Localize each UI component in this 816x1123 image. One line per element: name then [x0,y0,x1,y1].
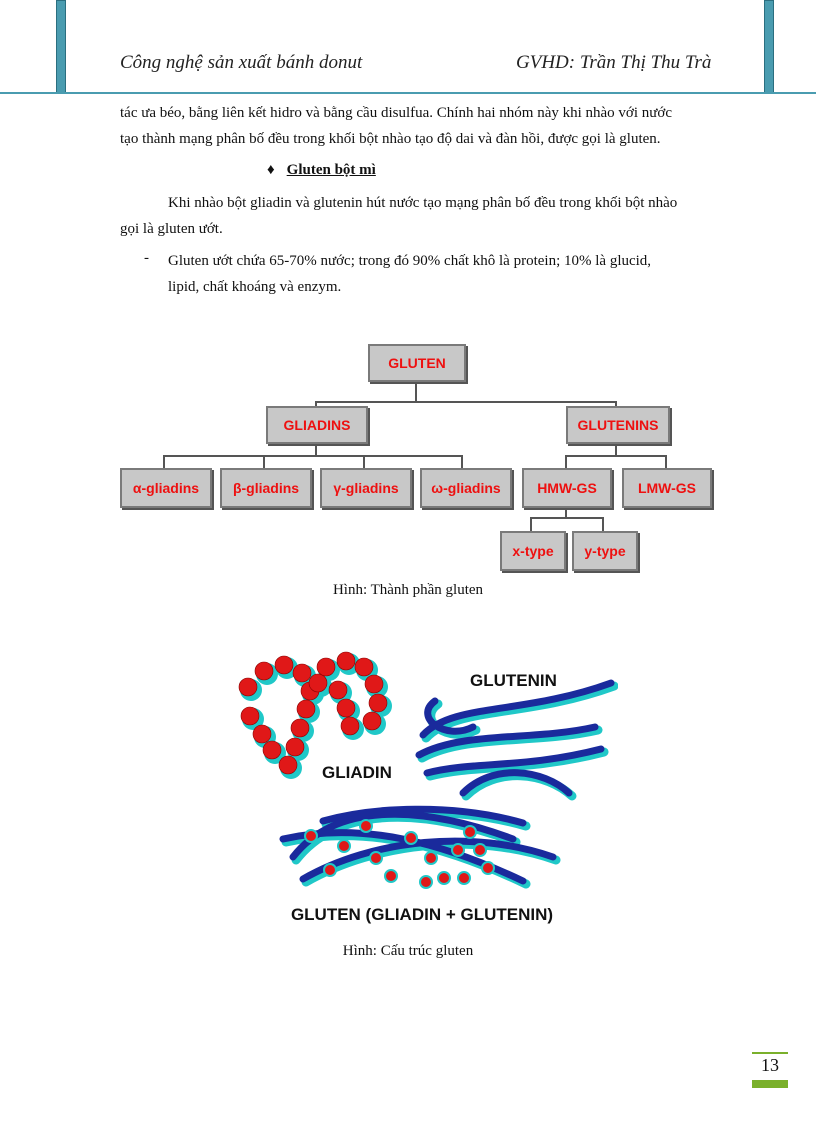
node-x-type: x-type [500,531,566,571]
node-glutenins: GLUTENINS [566,406,670,444]
paragraph-2-line-2: gọi là gluten ướt. [120,221,223,237]
node-alpha-gliadins: α-gliadins [120,468,212,508]
header-title: Công nghệ sản xuất bánh donut [120,52,363,73]
list-item-line-2: lipid, chất khoáng và enzym. [168,279,342,295]
node-gliadins: GLIADINS [266,406,368,444]
diamond-bullet-icon: ♦ [267,162,275,178]
list-item-line-1: Gluten ướt chứa 65-70% nước; trong đó 90% chất khô là protein; 10% là glucid, [168,253,652,269]
node-hmw-gs: HMW-GS [522,468,612,508]
section-title: Gluten bột mì [286,162,376,178]
paragraph-1-line-2: tạo thành mạng phân bố đều trong khối bột nhào tạo độ dai và đàn hồi, được gọi là gluten. [120,131,661,147]
node-y-type: y-type [572,531,638,571]
list-dash: - [144,250,149,266]
node-gluten: GLUTEN [368,344,466,382]
node-beta-gliadins: β-gliadins [220,468,312,508]
page-number: 13 [761,1055,779,1075]
node-omega-gliadins: ω-gliadins [420,468,512,508]
glutenin-label: GLUTENIN [470,671,557,690]
glutenin-strands [419,683,614,796]
header-supervisor: GVHD: Trần Thị Thu Trà [516,52,712,73]
page-number-rule [752,1052,788,1054]
paragraph-1-line-1: tác ưa béo, bằng liên kết hidro và bằng cầu disulfua. Chính hai nhóm này khi nhào với nước [120,105,672,121]
header-left-bar [56,0,66,94]
gluten-label: GLUTEN (GLIADIN + GLUTENIN) [290,905,554,924]
figure-1-caption: Hình: Thành phần gluten [332,582,484,598]
paragraph-2-line-1: Khi nhào bột gliadin và glutenin hút nước tạo mạng phân bố đều trong khối bột nhào [168,195,678,211]
gluten-structure-illustration [226,646,618,928]
figure-2-caption: Hình: Cấu trúc gluten [342,943,474,959]
node-gamma-gliadins: γ-gliadins [320,468,412,508]
paragraph-2 [120,190,720,242]
section-heading [267,162,376,179]
node-lmw-gs: LMW-GS [622,468,712,508]
list-item [168,248,720,300]
header-right-bar [764,0,774,94]
header-rule [0,92,816,94]
gliadin-bead-chain [239,652,392,779]
page-number-bar [752,1080,788,1088]
gliadin-label: GLIADIN [322,763,392,782]
paragraph-1 [120,100,720,152]
